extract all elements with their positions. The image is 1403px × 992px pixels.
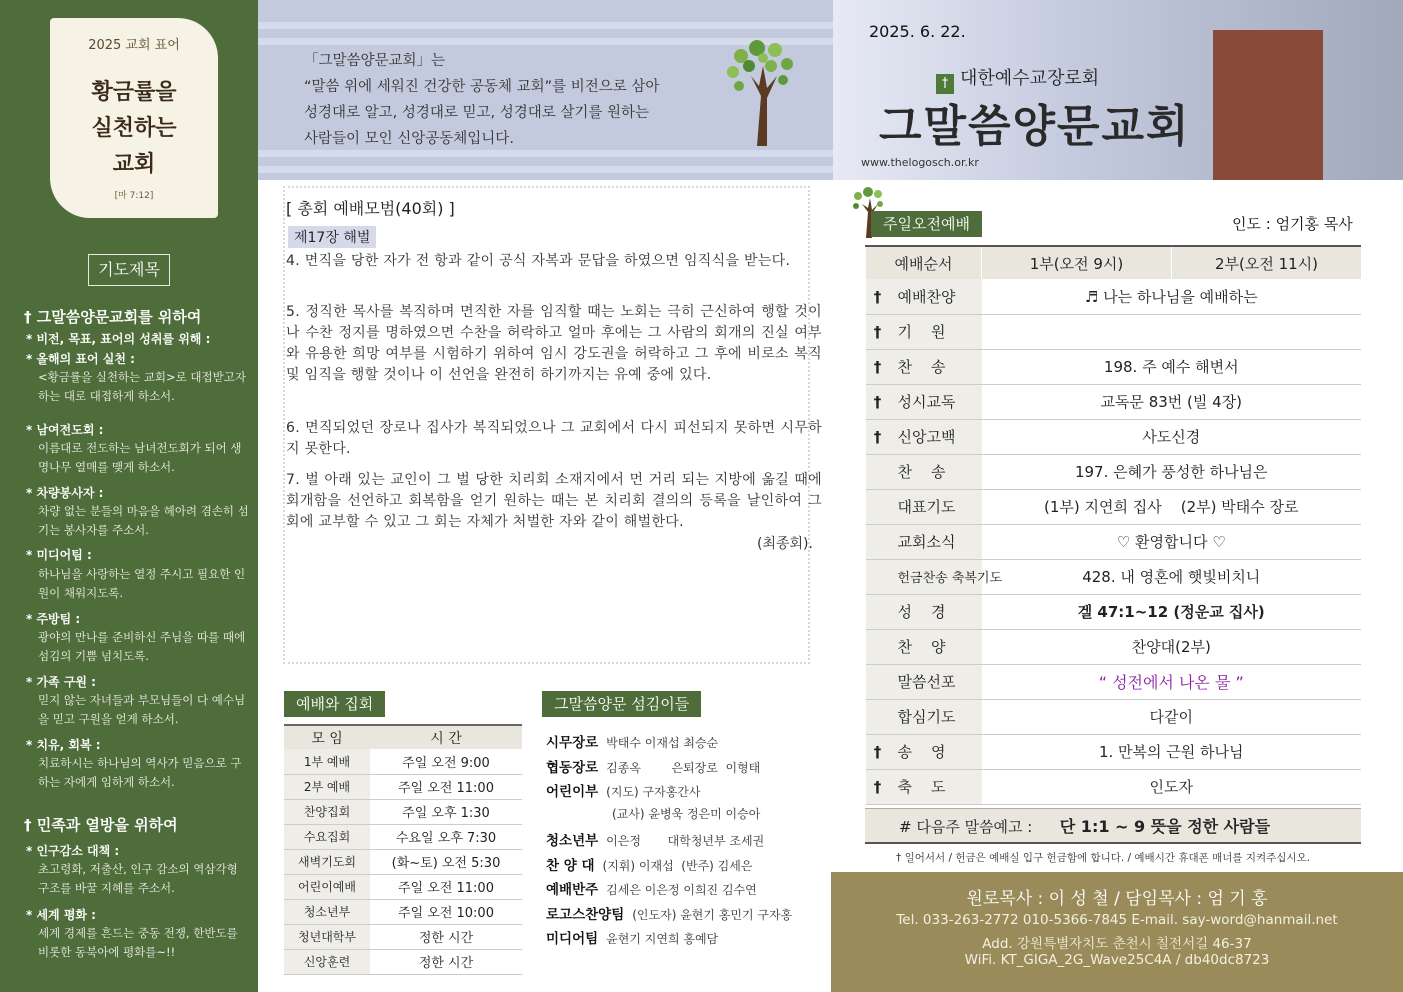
servant-row xyxy=(546,854,752,874)
order-label-cell xyxy=(866,349,982,384)
standing-cross-icon: † xyxy=(873,778,882,796)
section1-title: † 그말씀양문교회를 위하여 xyxy=(24,308,202,326)
worship-order-row xyxy=(866,279,1362,314)
order-value: 사도신경 xyxy=(982,419,1362,454)
church-building-image xyxy=(1213,30,1323,180)
order-label: 성시교독 xyxy=(897,393,956,411)
prayer-item-title: * 남여전도회 : xyxy=(26,423,104,437)
chapter-tag: 제17장 해벌 xyxy=(288,226,376,248)
church-banner xyxy=(833,0,1403,180)
vision-line: 성경대로 알고, 성경대로 믿고, 성경대로 살기를 원하는 xyxy=(304,105,650,121)
order-label: 헌금찬송 축복기도 xyxy=(897,570,1003,586)
meeting-name: 청소년부 xyxy=(284,899,370,924)
meeting-time: 주일 오전 11:00 xyxy=(370,774,522,799)
meeting-time: 주일 오전 10:00 xyxy=(370,899,522,924)
standing-cross-icon: † xyxy=(873,323,882,341)
prayer-item-title: * 주방팀 : xyxy=(26,612,81,626)
order-label: 말씀선포 xyxy=(897,673,956,691)
order-label: 찬 양 xyxy=(897,638,946,656)
motto-ref: [마 7:12] xyxy=(114,191,154,201)
order-value xyxy=(982,314,1362,349)
table-row xyxy=(284,924,522,949)
servant-role: 예배반주 xyxy=(546,882,599,898)
table-row xyxy=(284,799,522,824)
column-header: 예배순서 xyxy=(866,246,982,279)
prayer-item-title: * 세계 평화 : xyxy=(26,908,96,922)
worship-order-row xyxy=(866,384,1362,419)
prayer-item-title: * 미디어팀 : xyxy=(26,548,92,562)
servant-role: 청소년부 xyxy=(546,833,599,849)
servant-row xyxy=(546,731,718,751)
meeting-name: 어린이예배 xyxy=(284,874,370,899)
servants-title: 그말씀양문 섬김이들 xyxy=(542,691,701,717)
worship-order-row xyxy=(866,454,1362,489)
order-label-cell xyxy=(866,629,982,664)
column-header: 시 간 xyxy=(370,725,522,749)
order-value: 겔 47:1~12 (정운교 집사) xyxy=(982,594,1362,629)
servant-names: 김세은 이은정 이희진 김수연 xyxy=(606,883,757,897)
servant-names: (지휘) 이재섭 (반주) 김세은 xyxy=(602,858,753,873)
standing-cross-icon: † xyxy=(873,287,882,306)
servant-row xyxy=(546,829,764,849)
order-label-cell xyxy=(866,454,982,489)
prayer-heading: 기도제목 xyxy=(88,254,170,286)
motto-line: 실천하는 xyxy=(91,115,177,141)
meeting-time: 수요일 오후 7:30 xyxy=(370,824,522,849)
order-label-cell xyxy=(866,699,982,734)
servant-names: 박태수 이재섭 최승순 xyxy=(606,736,719,750)
order-value: ♡ 환영합니다 ♡ xyxy=(982,524,1362,559)
servant-role: 미디어팀 xyxy=(546,931,599,947)
servant-names: (교사) 윤병욱 정은미 이승아 xyxy=(612,806,761,821)
section2-title: † 민족과 열방을 위하여 xyxy=(24,816,178,834)
table-row xyxy=(284,849,522,874)
bylaw-paragraph: 5. 정직한 목사를 복직하며 면직한 자를 임직할 때는 노회는 극히 근신하여 행할 것이나 수찬 정지를 명하였으면 수찬을 허락하고 얼마 후에는 그 사람의 회개의 진실 여부와 유용한 희망 여부를 시험하기 위하여 임시 강도권을 허락하고 그 후에 비로소 복직 및 임직을 행할 것이나 이 선언을 완전히 하기까지는 유예 중에 있다. xyxy=(286,304,822,383)
motto-line: 교회 xyxy=(112,151,156,177)
prayer-item-title: * 가족 구원 : xyxy=(26,675,96,689)
order-value: 428. 내 영혼에 햇빛비치니 xyxy=(982,559,1362,594)
pastor-names: 원로목사 : 이 성 철 / 담임목사 : 엄 기 홍 xyxy=(966,889,1268,909)
contact-tel: Tel. 033-263-2772 010-5366-7845 E-mail. say-word@hanmail.net xyxy=(896,912,1338,928)
order-value: 197. 은혜가 풍성한 하나님은 xyxy=(982,454,1362,489)
worship-order-body xyxy=(866,279,1362,804)
tree-icon xyxy=(721,36,801,146)
meeting-name: 새벽기도회 xyxy=(284,849,370,874)
prayer-item-title: * 올해의 표어 실천 : xyxy=(26,352,135,366)
prayer-sidebar xyxy=(0,0,258,992)
order-value: 교독문 83번 (빌 4장) xyxy=(982,384,1362,419)
standing-cross-icon: † xyxy=(873,428,882,446)
order-value: (1부) 지연희 집사 (2부) 박태수 장로 xyxy=(982,489,1362,524)
worship-order-row xyxy=(866,419,1362,454)
order-label: 기 원 xyxy=(897,323,946,341)
worship-order-row xyxy=(866,699,1362,734)
meeting-name: 신앙훈련 xyxy=(284,949,370,974)
order-value: “ 성전에서 나온 물 ” xyxy=(982,664,1362,699)
motto-year: 2025 교회 표어 xyxy=(88,38,180,53)
order-value: 찬양대(2부) xyxy=(982,629,1362,664)
order-label: 축 도 xyxy=(897,778,946,796)
worship-order-row xyxy=(866,559,1362,594)
order-label: 찬 송 xyxy=(897,358,946,376)
order-label-cell xyxy=(866,489,982,524)
worship-order-row xyxy=(866,734,1362,769)
table-row xyxy=(284,824,522,849)
servant-role: 협동장로 xyxy=(546,759,599,776)
meeting-name: 1부 예배 xyxy=(284,749,370,774)
worship-order-row xyxy=(866,524,1362,559)
motto-card xyxy=(50,18,218,218)
prayer-item-title: * 치유, 회복 : xyxy=(26,738,101,752)
bylaw-paragraph: 4. 면직을 당한 자가 전 항과 같이 공식 자복과 문답을 하였으면 임직식을 받는다. xyxy=(286,253,791,269)
worship-order-row xyxy=(866,349,1362,384)
servant-role: 어린이부 xyxy=(546,784,599,800)
prayer-item-body: 초고령화, 저출산, 인구 감소의 역삼각형 구조를 바꿀 지혜를 주소서. xyxy=(38,862,238,895)
vision-statement xyxy=(304,48,724,152)
schedule-table xyxy=(284,724,522,975)
next-sermon-label: # 다음주 말씀예고 : xyxy=(899,818,1033,836)
prayer-item-body: 이름대로 전도하는 남녀전도회가 되어 생명나무 열매를 맺게 하소서. xyxy=(38,441,242,474)
header-stripe xyxy=(258,22,833,29)
prayer-item-title: * 차량봉사자 : xyxy=(26,486,104,500)
header-stripe xyxy=(258,166,833,173)
next-sermon-value: 단 1:1 ~ 9 뜻을 정한 사람들 xyxy=(1059,817,1271,836)
next-sermon-preview xyxy=(865,808,1361,844)
motto-text xyxy=(50,74,218,182)
schedule-title: 예배와 집회 xyxy=(284,691,385,717)
order-label-cell xyxy=(866,279,982,314)
order-label-cell xyxy=(866,559,1003,594)
section1-sub: * 비전, 목표, 표어의 성취를 위해 : xyxy=(26,332,211,346)
order-value: 인도자 xyxy=(982,769,1362,804)
order-label: 신앙고백 xyxy=(897,428,956,446)
worship-order-table xyxy=(865,245,1361,805)
bulletin-date: 2025. 6. 22. xyxy=(869,22,966,41)
order-label: 예배찬양 xyxy=(897,287,956,306)
bylaw-paragraph: 6. 면직되었던 장로나 집사가 복직되었으나 그 교회에서 다시 피선되지 못하면 시무하지 못한다. xyxy=(286,420,822,457)
servant-row xyxy=(546,927,718,947)
servant-names: 이은정 대학청년부 조세권 xyxy=(606,834,765,848)
servant-role: 로고스찬양팀 xyxy=(546,906,625,923)
meeting-time: 정한 시간 xyxy=(370,949,522,974)
table-row xyxy=(284,749,522,774)
servant-names: 윤현기 지연희 홍예담 xyxy=(606,932,719,946)
servant-row xyxy=(546,756,760,776)
servant-role: 찬 양 대 xyxy=(546,857,595,874)
servant-role: 시무장로 xyxy=(546,735,599,751)
worship-order-row xyxy=(866,629,1362,664)
column-header: 모 임 xyxy=(284,725,370,749)
table-row xyxy=(284,874,522,899)
church-name: 그말씀양문교회 xyxy=(879,101,1191,152)
order-label: 대표기도 xyxy=(897,498,956,516)
standing-cross-icon: † xyxy=(873,743,882,761)
column-header-service2: 2부(오전 11시) xyxy=(1172,246,1362,279)
order-label: 교회소식 xyxy=(897,533,956,551)
bulletin-header xyxy=(258,0,1403,180)
worship-order-row xyxy=(866,769,1362,804)
servant-names: (인도자) 윤현기 홍민기 구자홍 xyxy=(632,907,793,922)
vision-line: 「그말씀양문교회」는 xyxy=(304,53,446,69)
servant-row xyxy=(546,805,760,822)
bylaw-title: [ 총회 예배모범(40회) ] xyxy=(286,199,455,218)
vision-line: 사람들이 모인 신앙공동체입니다. xyxy=(304,131,514,147)
contact-wifi: WiFi. KT_GIGA_2G_Wave25C4A / db40dc8723 xyxy=(964,952,1270,968)
prayer-item-body: 믿지 않는 자녀들과 부모님들이 다 예수님을 믿고 구원을 얻게 하소서. xyxy=(38,693,246,726)
table-header-row xyxy=(284,725,522,749)
prayer-item-body: 하나님을 사랑하는 열정 주시고 필요한 인원이 채워지도록. xyxy=(38,567,246,600)
table-row xyxy=(284,949,522,974)
standing-cross-icon: † xyxy=(873,393,882,411)
meeting-time: 주일 오전 11:00 xyxy=(370,874,522,899)
order-label-cell xyxy=(866,664,982,699)
prayer-item-body: <황금률을 실천하는 교회>로 대접받고자 하는 대로 대접하게 하소서. xyxy=(38,370,246,403)
order-label: 합심기도 xyxy=(897,708,956,726)
servant-row xyxy=(546,903,792,923)
servant-row xyxy=(546,780,701,800)
website-url[interactable]: www.thelogosch.or.kr xyxy=(861,156,979,169)
prayer-item-body: 차량 없는 분들의 마음을 헤아려 겸손히 섬기는 봉사자를 주소서. xyxy=(38,504,249,537)
denomination-name: 대한예수교장로회 xyxy=(960,68,1100,89)
order-label-cell xyxy=(866,314,982,349)
cross-logo-icon: † xyxy=(936,74,954,94)
meeting-time: (화~토) 오전 5:30 xyxy=(370,849,522,874)
motto-line: 황금률을 xyxy=(91,79,177,105)
order-value: ♬ 나는 하나님을 예배하는 xyxy=(982,279,1362,314)
meeting-time: 정한 시간 xyxy=(370,924,522,949)
prayer-item-body: 치료하시는 하나님의 역사가 믿음으로 구하는 자에게 임하게 하소서. xyxy=(38,756,242,789)
worship-order-row xyxy=(866,314,1362,349)
order-label-cell xyxy=(866,524,982,559)
prayer-item-body: 광야의 만나를 준비하신 주님을 따를 때에 섬김의 기쁨 넘치도록. xyxy=(38,630,246,663)
order-value: 다같이 xyxy=(982,699,1362,734)
order-label-cell xyxy=(866,769,982,804)
meeting-name: 청년대학부 xyxy=(284,924,370,949)
order-label-cell xyxy=(866,734,982,769)
meeting-name: 2부 예배 xyxy=(284,774,370,799)
worship-footnote: † 일어서서 / 헌금은 예배실 입구 헌금함에 합니다. / 예배시간 휴대폰 매너를 지켜주십시오. xyxy=(896,852,1311,864)
worship-order-row xyxy=(866,664,1362,699)
order-label: 송 영 xyxy=(897,743,946,761)
meeting-name: 찬양집회 xyxy=(284,799,370,824)
order-label-cell xyxy=(866,594,982,629)
meeting-time: 주일 오후 1:30 xyxy=(370,799,522,824)
prayer-item-title: * 인구감소 대책 : xyxy=(26,844,120,858)
standing-cross-icon: † xyxy=(873,358,882,376)
pastor-contact-box xyxy=(831,872,1403,992)
servant-names: 김종옥 은퇴장로 이형태 xyxy=(606,760,761,775)
table-row xyxy=(284,774,522,799)
order-label: 성 경 xyxy=(897,603,946,621)
worship-title: 주일오전예배 xyxy=(871,211,982,237)
meeting-name: 수요집회 xyxy=(284,824,370,849)
meeting-time: 주일 오전 9:00 xyxy=(370,749,522,774)
contact-address: Add. 강원특별자치도 춘천시 칠전서길 46-37 xyxy=(982,936,1252,952)
table-header-row xyxy=(866,246,1362,279)
order-label-cell xyxy=(866,384,982,419)
prayer-item-body: 세계 경제를 흔드는 중동 전쟁, 한반도를 비롯한 동북아에 평화를~!! xyxy=(38,926,238,959)
table-row xyxy=(284,899,522,924)
servant-row xyxy=(546,878,757,898)
officiant: 인도 : 엄기홍 목사 xyxy=(1232,215,1353,233)
servant-names: (지도) 구자홍간사 xyxy=(606,785,701,799)
order-value: 1. 만복의 근원 하나님 xyxy=(982,734,1362,769)
order-value: 198. 주 예수 해변서 xyxy=(982,349,1362,384)
column-header-service1: 1부(오전 9시) xyxy=(982,246,1172,279)
bylaw-paragraph: 7. 벌 아래 있는 교인이 그 벌 당한 치리회 소재지에서 먼 거리 되는 지방에 옮길 때에 회개함을 선언하고 회복함을 얻기 원하는 때는 본 치리회 결의의 등록을 날인하여 그 회에 교부할 수 있고 그 회는 자체가 처벌한 자와 같이 해벌한다. xyxy=(286,472,822,530)
vision-line: “말씀 위에 세워진 건강한 공동체 교회”를 비전으로 삼아 xyxy=(304,79,660,95)
bylaw-signature: (최종회). xyxy=(757,536,813,552)
worship-order-row xyxy=(866,594,1362,629)
order-label-cell xyxy=(866,419,982,454)
order-label: 찬 송 xyxy=(897,463,946,481)
worship-order-row xyxy=(866,489,1362,524)
